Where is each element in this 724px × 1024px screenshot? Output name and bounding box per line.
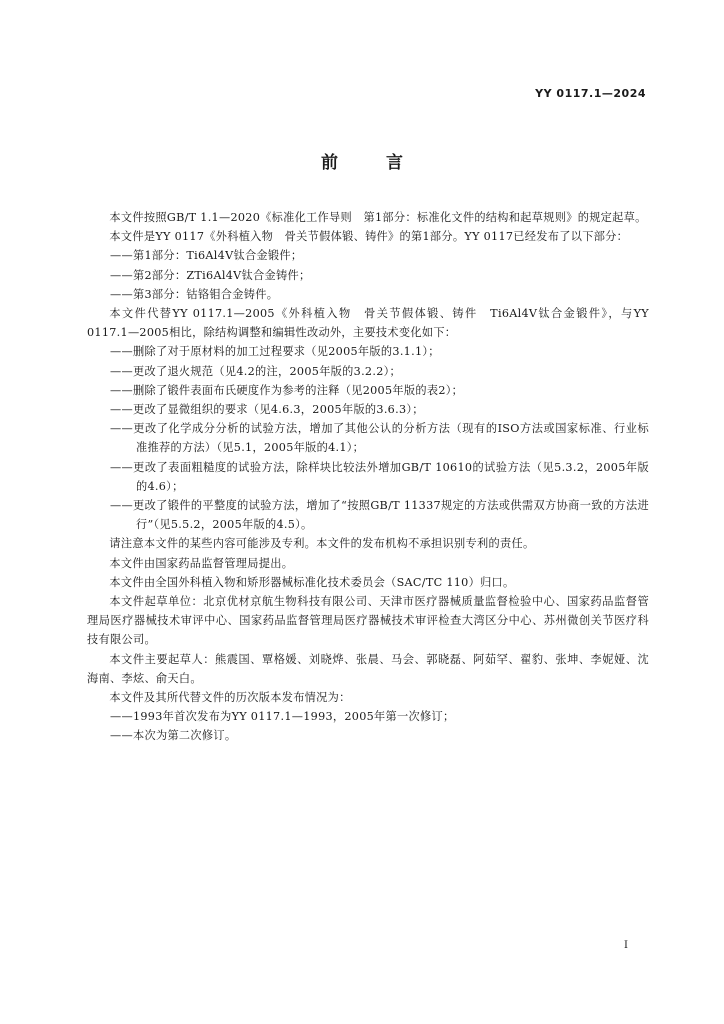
list-item: ——更改了表面粗糙度的试验方法，除样块比较法外增加GB/T 10610的试验方法（见5.3.2，2005年版的4.6）； [110, 460, 649, 493]
list-item: ——第2部分：ZTi6Al4V钛合金铸件； [110, 268, 311, 282]
foreword-body [87, 208, 649, 746]
list-item: ——第3部分：钴铬钼合金铸件。 [110, 287, 279, 301]
paragraph: 本文件由国家药品监督管理局提出。 [109, 556, 294, 570]
list-item: ——更改了显微组织的要求（见4.6.3，2005年版的3.6.3）； [110, 403, 424, 417]
paragraph: 本文件起草单位：北京优材京航生物科技有限公司、天津市医疗器械质量监督检验中心、国家药品监督管理局医疗器械技术审评中心、国家药品监督管理局医疗器械技术审评检查大湾区分中心、苏州微创关节医疗科技有限公司。 [87, 595, 649, 647]
page-number: I [624, 940, 628, 951]
list-item: ——更改了锻件的平整度的试验方法，增加了“按照GB/T 11337规定的方法或供需双方协商一致的方法进行”（见5.5.2，2005年版的4.5）。 [110, 499, 649, 532]
list-item: ——更改了退火规范（见4.2的注，2005年版的3.2.2）； [110, 364, 401, 378]
paragraph: 本文件按照GB/T 1.1—2020《标准化工作导则 第1部分：标准化文件的结构和起草规则》的规定起草。 [109, 211, 647, 224]
list-item: ——更改了化学成分分析的试验方法，增加了其他公认的分析方法（现有的ISO方法或国家标准、行业标准推荐的方法）（见5.1，2005年版的4.1）； [110, 422, 649, 455]
paragraph: 本文件及其所代替文件的历次版本发布情况为： [109, 691, 351, 705]
paragraph: 本文件主要起草人：熊震国、覃格媛、刘晓烨、张晨、马会、郭晓磊、阿茹罕、翟豹、张坤、李妮娅、沈海南、李炫、俞天白。 [87, 652, 649, 685]
list-item: ——第1部分：Ti6Al4V钛合金锻件； [110, 249, 303, 263]
list-item: ——删除了对于原材料的加工过程要求（见2005年版的3.1.1）； [110, 345, 440, 359]
page-title: 前言 [321, 153, 451, 173]
list-item: ——1993年首次发布为YY 0117.1—1993，2005年第一次修订； [110, 710, 455, 724]
list-item: ——本次为第二次修订。 [110, 729, 237, 743]
paragraph: 请注意本文件的某些内容可能涉及专利。本文件的发布机构不承担识别专利的责任。 [109, 537, 535, 551]
paragraph: 本文件是YY 0117《外科植入物 骨关节假体锻、铸件》的第1部分。YY 0117已经发布了以下部分： [109, 230, 629, 244]
paragraph: 本文件代替YY 0117.1—2005《外科植入物 骨关节假体锻、铸件 Ti6Al4V钛合金锻件》，与YY 0117.1—2005相比，除结构调整和编辑性改动外，主要技术变化如下： [87, 307, 649, 340]
list-item: ——删除了锻件表面布氏硬度作为参考的注释（见2005年版的表2）； [110, 383, 464, 397]
standard-code: YY 0117.1—2024 [535, 87, 646, 100]
paragraph: 本文件由全国外科植入物和矫形器械标准化技术委员会（SAC/TC 110）归口。 [109, 575, 515, 589]
